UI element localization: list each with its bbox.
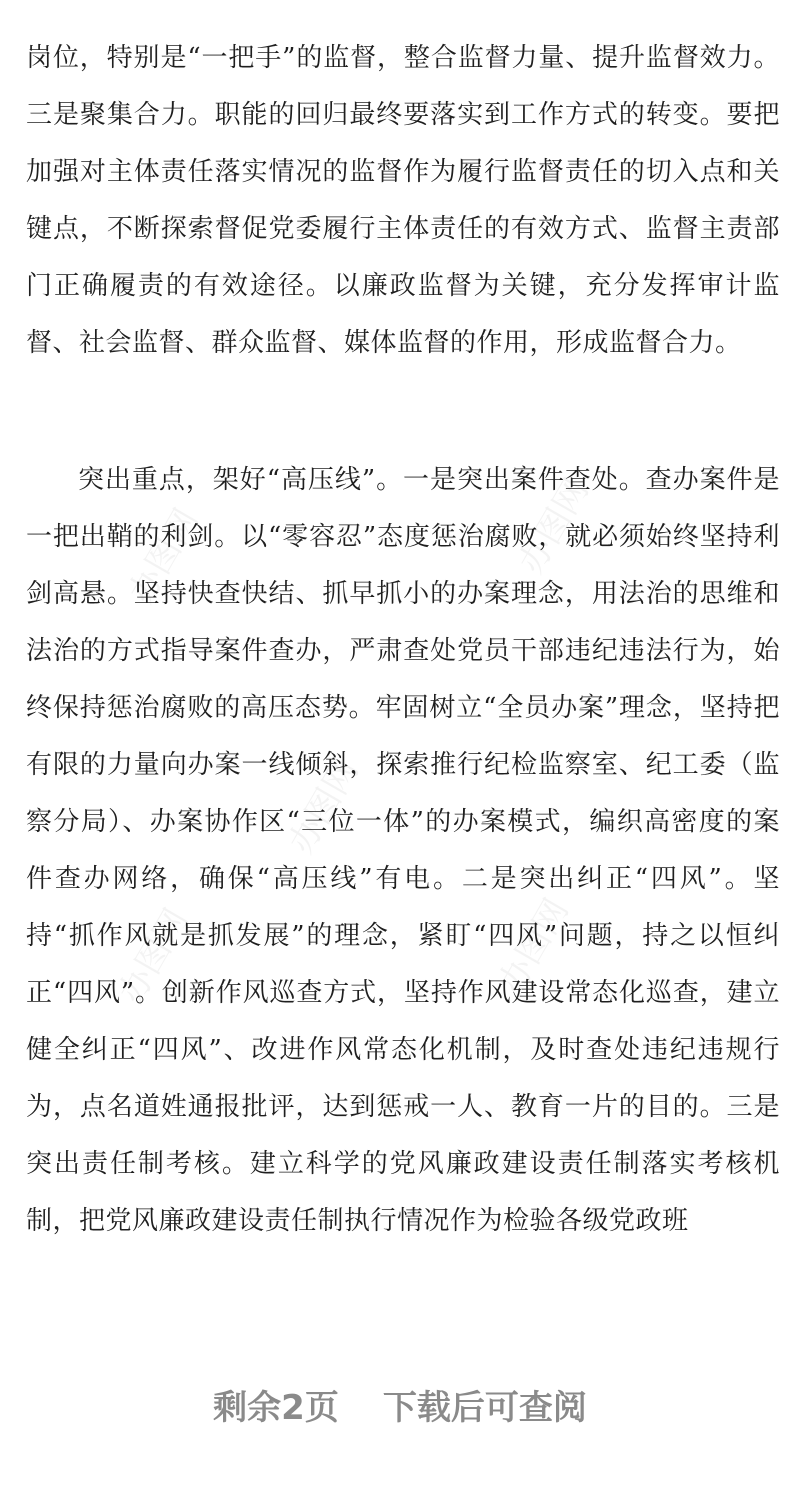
watermark: 办图网 <box>511 472 597 581</box>
watermark: 办图网 <box>121 502 207 611</box>
watermark: 办图网 <box>281 752 367 861</box>
watermark: 办图网 <box>111 902 197 1011</box>
download-notice[interactable] <box>0 1380 800 1429</box>
body-paragraph-2: 突出重点，架好“高压线”。一是突出案件查处。查办案件是一把出鞘的利剑。以“零容忍”态度惩治腐败，就必须始终坚持利剑高悬。坚持快查快结、抓早抓小的办案理念，用法治的思维和法治的方式指导案件查办，严肃查处党员干部违纪违法行为，始终保持惩治腐败的高压态势。牢固树立“全员办案”理念，坚持把有限的力量向办案一线倾斜，探索推行纪检监察室、纪工委（监察分局）、办案协作区“三位一体”的办案模式，编织高密度的案件查办网络，确保“高压线”有电。二是突出纠正“四风”。坚持“抓作风就是抓发展”的理念，紧盯“四风”问题，持之以恒纠正“四风”。创新作风巡查方式，坚持作风建设常态化巡查，建立健全纠正“四风”、改进作风常态化机制，及时查处违纪违规行为，点名道姓通报批评，达到惩戒一人、教育一片的目的。三是突出责任制考核。建立科学的党风廉政建设责任制落实考核机制，把党风廉政建设责任制执行情况作为检验各级党政班 <box>26 465 780 1236</box>
download-prompt-label: 下载后可查阅 <box>382 1388 587 1428</box>
remaining-pages-label: 剩余2页 <box>213 1388 339 1428</box>
body-paragraph-1: 岗位，特别是“一把手”的监督，整合监督力量、提升监督效力。三是聚集合力。职能的回归最终要落实到工作方式的转变。要把加强对主体责任落实情况的监督作为履行监督责任的切入点和关键点，不断探索督促党委履行主体责任的有效方式、监督主责部门正确履责的有效途径。以廉政监督为关键，充分发挥审计监督、社会监督、群众监督、媒体监督的作用，形成监督合力。 <box>26 43 780 358</box>
watermark: 办图网 <box>491 892 577 1001</box>
